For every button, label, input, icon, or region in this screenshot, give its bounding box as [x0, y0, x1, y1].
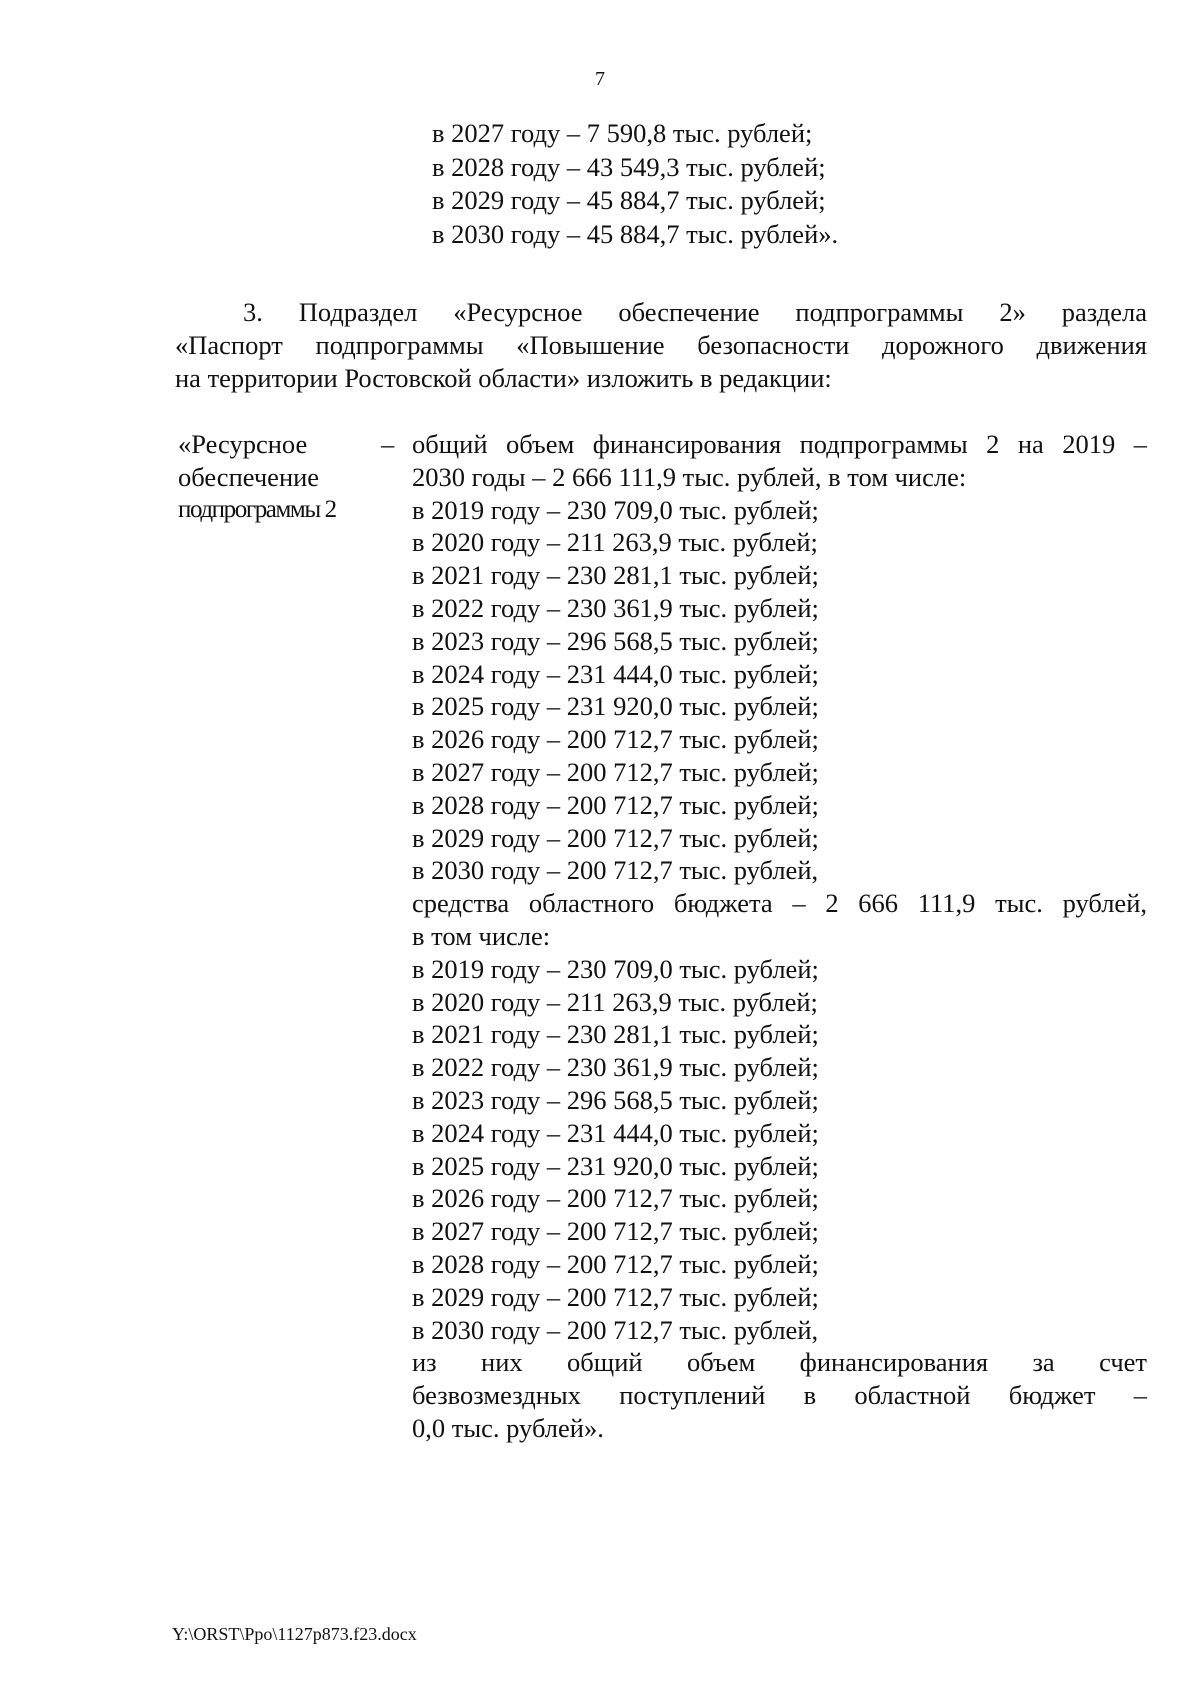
gratuitous-funding-line: безвозмездных поступлений в областной бюджет – [412, 1380, 1147, 1411]
list-item: в 2027 году – 7 590,8 тыс. рублей; [432, 118, 813, 148]
label-line: подпрограммы 2 [178, 495, 336, 523]
passport-label [178, 428, 378, 526]
list-item: в 2029 году – 45 884,7 тыс. рублей; [432, 185, 826, 215]
list-item: в 2021 году – 230 281,1 тыс. рублей; [412, 560, 819, 591]
list-item: в 2028 году – 43 549,3 тыс. рублей; [432, 151, 826, 182]
list-item: в 2025 году – 231 920,0 тыс. рублей; [412, 691, 819, 722]
regional-budget-line: в том числе: [412, 920, 551, 951]
carryover-funding-list [432, 117, 838, 251]
list-item: в 2020 году – 211 263,9 тыс. рублей; [412, 527, 818, 558]
list-item: в 2024 году – 231 444,0 тыс. рублей; [412, 1117, 819, 1148]
list-item: в 2022 году – 230 361,9 тыс. рублей; [412, 1052, 819, 1083]
list-item: в 2027 году – 200 712,7 тыс. рублей; [412, 756, 819, 787]
list-item: в 2023 году – 296 568,5 тыс. рублей; [412, 625, 819, 656]
passport-values [412, 428, 1147, 1445]
total-funding-line: общий объем финансирования подпрограммы 2 на 2019 – [412, 429, 1147, 459]
regional-budget-line: средства областного бюджета – 2 666 111,9 тыс. рублей, [412, 888, 1147, 919]
list-item: в 2020 году – 211 263,9 тыс. рублей; [412, 986, 818, 1017]
list-item: в 2026 году – 200 712,7 тыс. рублей; [412, 1183, 819, 1214]
list-item: в 2029 году – 200 712,7 тыс. рублей; [412, 822, 819, 853]
list-item: в 2025 году – 231 920,0 тыс. рублей; [412, 1150, 819, 1181]
item-3-paragraph [175, 296, 1147, 395]
list-item: в 2022 году – 230 361,9 тыс. рублей; [412, 592, 819, 623]
paragraph-line: «Паспорт подпрограммы «Повышение безопасности дорожного движения [175, 330, 1147, 360]
list-item: в 2021 году – 230 281,1 тыс. рублей; [412, 1019, 819, 1050]
list-item: в 2030 году – 200 712,7 тыс. рублей, [412, 1314, 819, 1345]
list-item: в 2028 году – 200 712,7 тыс. рублей; [412, 1248, 819, 1279]
list-item: в 2023 году – 296 568,5 тыс. рублей; [412, 1084, 819, 1115]
list-item: в 2029 году – 200 712,7 тыс. рублей; [412, 1281, 819, 1312]
list-item: в 2027 году – 200 712,7 тыс. рублей; [412, 1216, 819, 1247]
file-path-footer: Y:\ORST\Ppo\1127p873.f23.docx [172, 1624, 417, 1644]
list-item: в 2030 году – 45 884,7 тыс. рублей». [432, 218, 839, 249]
paragraph-line: на территории Ростовской области» изложить в редакции: [175, 363, 832, 393]
page-number: 7 [595, 68, 605, 90]
list-item: в 2026 году – 200 712,7 тыс. рублей; [412, 724, 819, 755]
paragraph-line: 3. Подраздел «Ресурсное обеспечение подпрограммы 2» раздела [243, 297, 1147, 327]
label-dash: – [381, 429, 395, 459]
total-funding-line: 2030 годы – 2 666 111,9 тыс. рублей, в том числе: [412, 461, 967, 492]
list-item: в 2019 году – 230 709,0 тыс. рублей; [412, 494, 819, 525]
gratuitous-funding-line: 0,0 тыс. рублей». [412, 1412, 604, 1443]
label-line: обеспечение [178, 461, 320, 492]
gratuitous-funding-line: из них общий объем финансирования за счет [412, 1347, 1147, 1378]
list-item: в 2028 году – 200 712,7 тыс. рублей; [412, 789, 819, 820]
list-item: в 2030 году – 200 712,7 тыс. рублей, [412, 855, 819, 886]
label-line: «Ресурсное [178, 429, 308, 459]
list-item: в 2024 году – 231 444,0 тыс. рублей; [412, 658, 819, 689]
list-item: в 2019 году – 230 709,0 тыс. рублей; [412, 953, 819, 984]
